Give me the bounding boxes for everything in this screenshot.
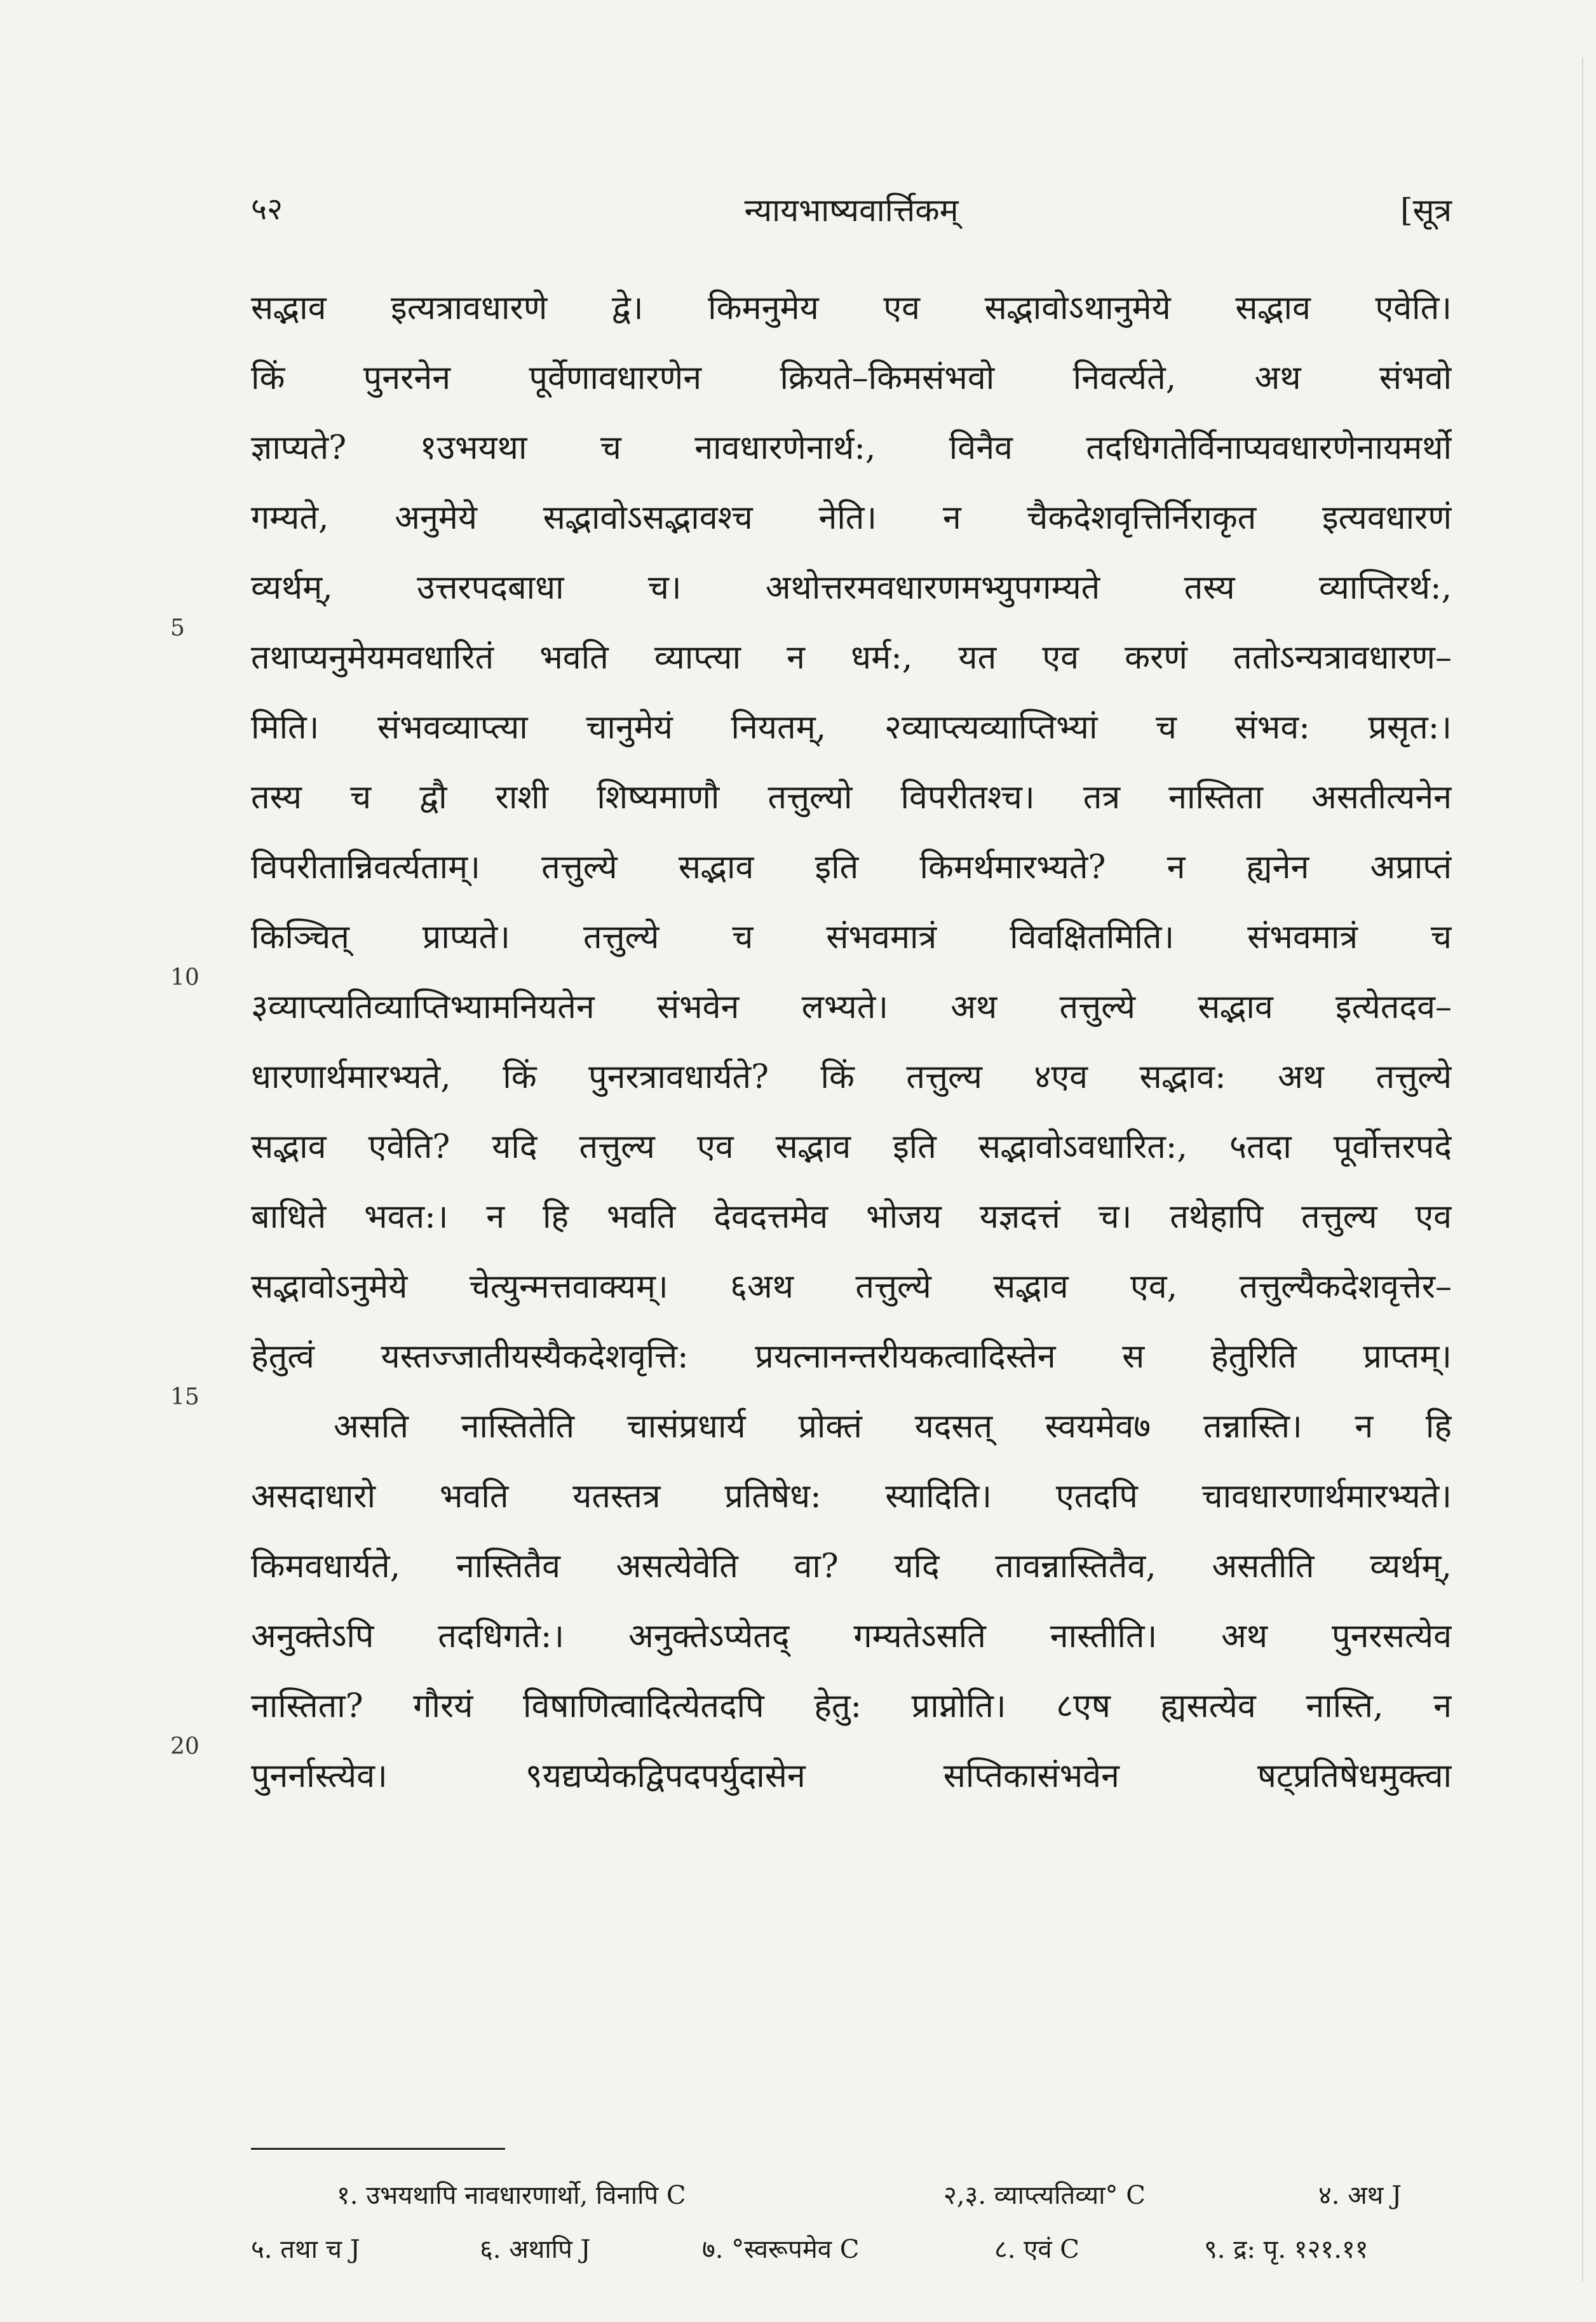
footnote: ८. एवं C <box>994 2235 1079 2264</box>
text-line: तथाप्यनुमेयमवधारितं भवति व्याप्त्या न धर्म:, यत एव करणं ततोऽन्यत्रावधारण– <box>251 639 1452 677</box>
text-line: सद्भावोऽनुमेये चेत्युन्मत्तवाक्यम्। ६अथ तत्तुल्ये सद्भाव एव, तत्तुल्यैकदेशवृत्तेर– <box>251 1268 1452 1306</box>
text-line: बाधिते भवत:। न हि भवति देवदत्तमेव भोजय यज्ञदत्तं च। तथेहापि तत्तुल्य एव <box>251 1198 1452 1236</box>
line-number: 15 <box>170 1384 200 1410</box>
section-label: [सूत्र <box>1400 192 1452 229</box>
text-line: नास्तिता? गौरयं विषाणित्वादित्येतदपि हेतु: प्राप्नोति। ८एष ह्यसत्येव नास्ति, न <box>251 1687 1452 1725</box>
text-line: असति नास्तितेति चासंप्रधार्य प्रोक्तं यदसत् स्वयमेव७ तन्नास्ति। न हि <box>334 1408 1452 1446</box>
text-line: पुनर्नास्त्येव। ९यद्यप्येकद्विपदपर्युदासेन सप्तिकासंभवेन षट्प्रतिषेधमुक्त्वा <box>251 1757 1452 1795</box>
text-line: अनुक्तेऽपि तदधिगते:। अनुक्तेऽप्येतद् गम्यतेऽसति नास्तीति। अथ पुनरसत्येव <box>251 1617 1452 1655</box>
text-line: किं पुनरनेन पूर्वेणावधारणेन क्रियते–किमसंभवो निवर्त्यते, अथ संभवो <box>251 359 1452 397</box>
text-line: तस्य च द्वौ राशी शिष्यमाणौ तत्तुल्यो विपरीतश्च। तत्र नास्तिता असतीत्यनेन <box>251 778 1452 817</box>
line-number: 5 <box>170 615 185 641</box>
footnote: ५. तथा च J <box>251 2235 360 2264</box>
text-line: धारणार्थमारभ्यते, किं पुनरत्रावधार्यते? किं तत्तुल्य ४एव सद्भाव: अथ तत्तुल्ये <box>251 1058 1452 1096</box>
text-line: किञ्चित् प्राप्यते। तत्तुल्ये च संभवमात्रं विवक्षितमिति। संभवमात्रं च <box>251 918 1452 956</box>
footnote-rule <box>251 2148 505 2150</box>
text-line: मिति। संभवव्याप्त्या चानुमेयं नियतम्, २व्याप्त्यव्याप्तिभ्यां च संभव: प्रसृत:। <box>251 709 1452 747</box>
text-line: गम्यते, अनुमेये सद्भावोऽसद्भावश्च नेति। न चैकदेशवृत्तिर्निराकृत इत्यवधारणं <box>251 499 1452 537</box>
text-line: हेतुत्वं यस्तज्जातीयस्यैकदेशवृत्ति: प्रयत्नानन्तरीयकत्वादिस्तेन स हेतुरिति प्राप्तम्। <box>251 1338 1452 1376</box>
text-line: असदाधारो भवति यतस्तत्र प्रतिषेध: स्यादिति। एतदपि चावधारणार्थमारभ्यते। <box>251 1477 1452 1516</box>
main-text <box>251 273 1452 1811</box>
text-line: ३व्याप्त्यतिव्याप्तिभ्यामनियतेन संभवेन लभ्यते। अथ तत्तुल्ये सद्भाव इत्येतदव– <box>251 988 1452 1026</box>
footnote: १. उभयथापि नावधारणार्थो, विनापि C <box>337 2181 686 2210</box>
footnote: २,३. व्याप्त्यतिव्या° C <box>943 2181 1146 2210</box>
footnote: ४. अथ J <box>1318 2181 1402 2210</box>
text-line: ज्ञाप्यते? १उभयथा च नावधारणेनार्थ:, विनैव तदधिगतेर्विनाप्यवधारणेनायमर्थो <box>251 429 1452 467</box>
page-number: ५२ <box>251 191 283 227</box>
page-header <box>251 187 1452 245</box>
text-line: व्यर्थम्, उत्तरपदबाधा च। अथोत्तरमवधारणमभ्युपगम्यते तस्य व्याप्तिरर्थ:, <box>251 569 1452 607</box>
text-line: विपरीतान्निवर्त्यताम्। तत्तुल्ये सद्भाव इति किमर्थमारभ्यते? न ह्यनेन अप्राप्तं <box>251 848 1452 886</box>
footnote: ९. द्र: पृ. १२१.११ <box>1204 2235 1369 2264</box>
footnote: ७. °स्वरूपमेव C <box>702 2235 860 2264</box>
page-title: न्यायभाष्यवार्त्तिकम् <box>744 192 959 229</box>
scan-margin <box>1581 57 1585 2281</box>
line-number: 20 <box>170 1734 200 1760</box>
footnote: ६. अथापि J <box>480 2235 591 2264</box>
text-line: किमवधार्यते, नास्तितैव असत्येवेति वा? यदि तावन्नास्तितैव, असतीति व्यर्थम्, <box>251 1547 1452 1585</box>
text-line: सद्भाव एवेति? यदि तत्तुल्य एव सद्भाव इति सद्भावोऽवधारित:, ५तदा पूर्वोत्तरपदे <box>251 1128 1452 1166</box>
line-number: 10 <box>170 965 200 991</box>
text-line: सद्भाव इत्यत्रावधारणे द्वे। किमनुमेय एव सद्भावोऽथानुमेये सद्भाव एवेति। <box>251 289 1452 327</box>
